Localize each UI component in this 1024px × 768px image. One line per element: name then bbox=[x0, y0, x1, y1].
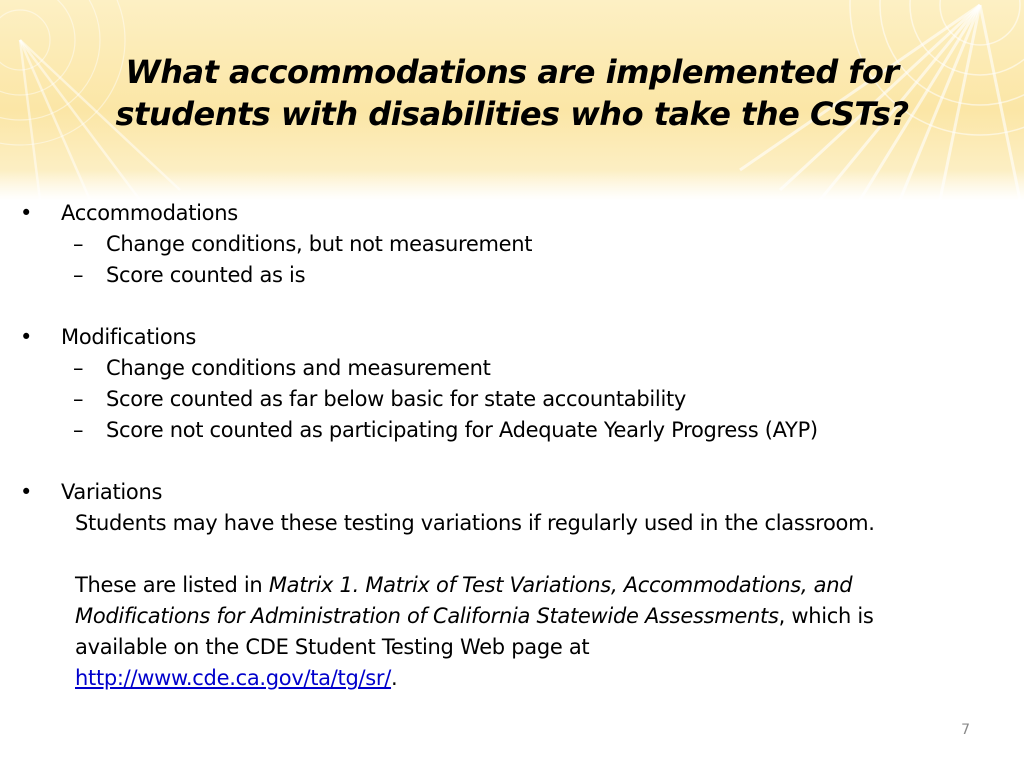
bullet-marker: • bbox=[20, 201, 33, 225]
sub-item-text: Change conditions and measurement bbox=[106, 356, 491, 380]
sub-item bbox=[20, 260, 1000, 291]
bullet-accommodations bbox=[20, 198, 1000, 229]
listed-prefix: These are listed in bbox=[75, 573, 269, 597]
slide-body bbox=[20, 198, 1000, 694]
dash-marker: – bbox=[73, 387, 84, 411]
dash-marker: – bbox=[73, 263, 84, 287]
listed-line-4 bbox=[75, 663, 1000, 694]
cde-student-testing-link[interactable]: http://www.cde.ca.gov/ta/tg/sr/ bbox=[75, 666, 392, 690]
variations-details bbox=[20, 508, 1000, 694]
matrix-title-part-1: Matrix 1. Matrix of Test Variations, Accommodations, and bbox=[268, 573, 853, 597]
sub-item-text: Score counted as is bbox=[106, 263, 306, 287]
title-line-1: What accommodations are implemented for bbox=[125, 53, 899, 91]
bullet-heading: Accommodations bbox=[61, 201, 238, 225]
sub-item bbox=[20, 384, 1000, 415]
bullet-heading: Modifications bbox=[61, 325, 197, 349]
bullet-marker: • bbox=[20, 480, 33, 504]
listed-line-1 bbox=[75, 570, 1000, 601]
sub-item bbox=[20, 353, 1000, 384]
spacer bbox=[20, 446, 1000, 477]
sub-item-text: Score counted as far below basic for state accountability bbox=[106, 387, 687, 411]
sub-item-text: Score not counted as participating for Adequate Yearly Progress (AYP) bbox=[106, 418, 818, 442]
banner-fade bbox=[0, 170, 1024, 200]
bullet-modifications bbox=[20, 322, 1000, 353]
dash-marker: – bbox=[73, 418, 84, 442]
dash-marker: – bbox=[73, 232, 84, 256]
spacer bbox=[20, 291, 1000, 322]
dash-marker: – bbox=[73, 356, 84, 380]
slide-title bbox=[60, 52, 964, 135]
sub-item-text: Change conditions, but not measurement bbox=[106, 232, 533, 256]
matrix-title-part-2: Modifications for Administration of California Statewide Assessments bbox=[75, 604, 779, 628]
listed-line-2 bbox=[75, 601, 1000, 632]
variations-note: Students may have these testing variations if regularly used in the classroom. bbox=[75, 511, 875, 535]
sub-item bbox=[20, 415, 1000, 446]
listed-line-3: available on the CDE Student Testing Web page at bbox=[75, 635, 590, 659]
listed-suffix: , which is bbox=[778, 604, 874, 628]
link-period: . bbox=[391, 666, 398, 690]
sub-item bbox=[20, 229, 1000, 260]
spacer bbox=[75, 539, 1000, 570]
bullet-heading: Variations bbox=[61, 480, 163, 504]
bullet-variations bbox=[20, 477, 1000, 508]
page-number: 7 bbox=[961, 722, 970, 738]
title-line-2: students with disabilities who take the CSTs? bbox=[115, 94, 909, 133]
bullet-marker: • bbox=[20, 325, 33, 349]
